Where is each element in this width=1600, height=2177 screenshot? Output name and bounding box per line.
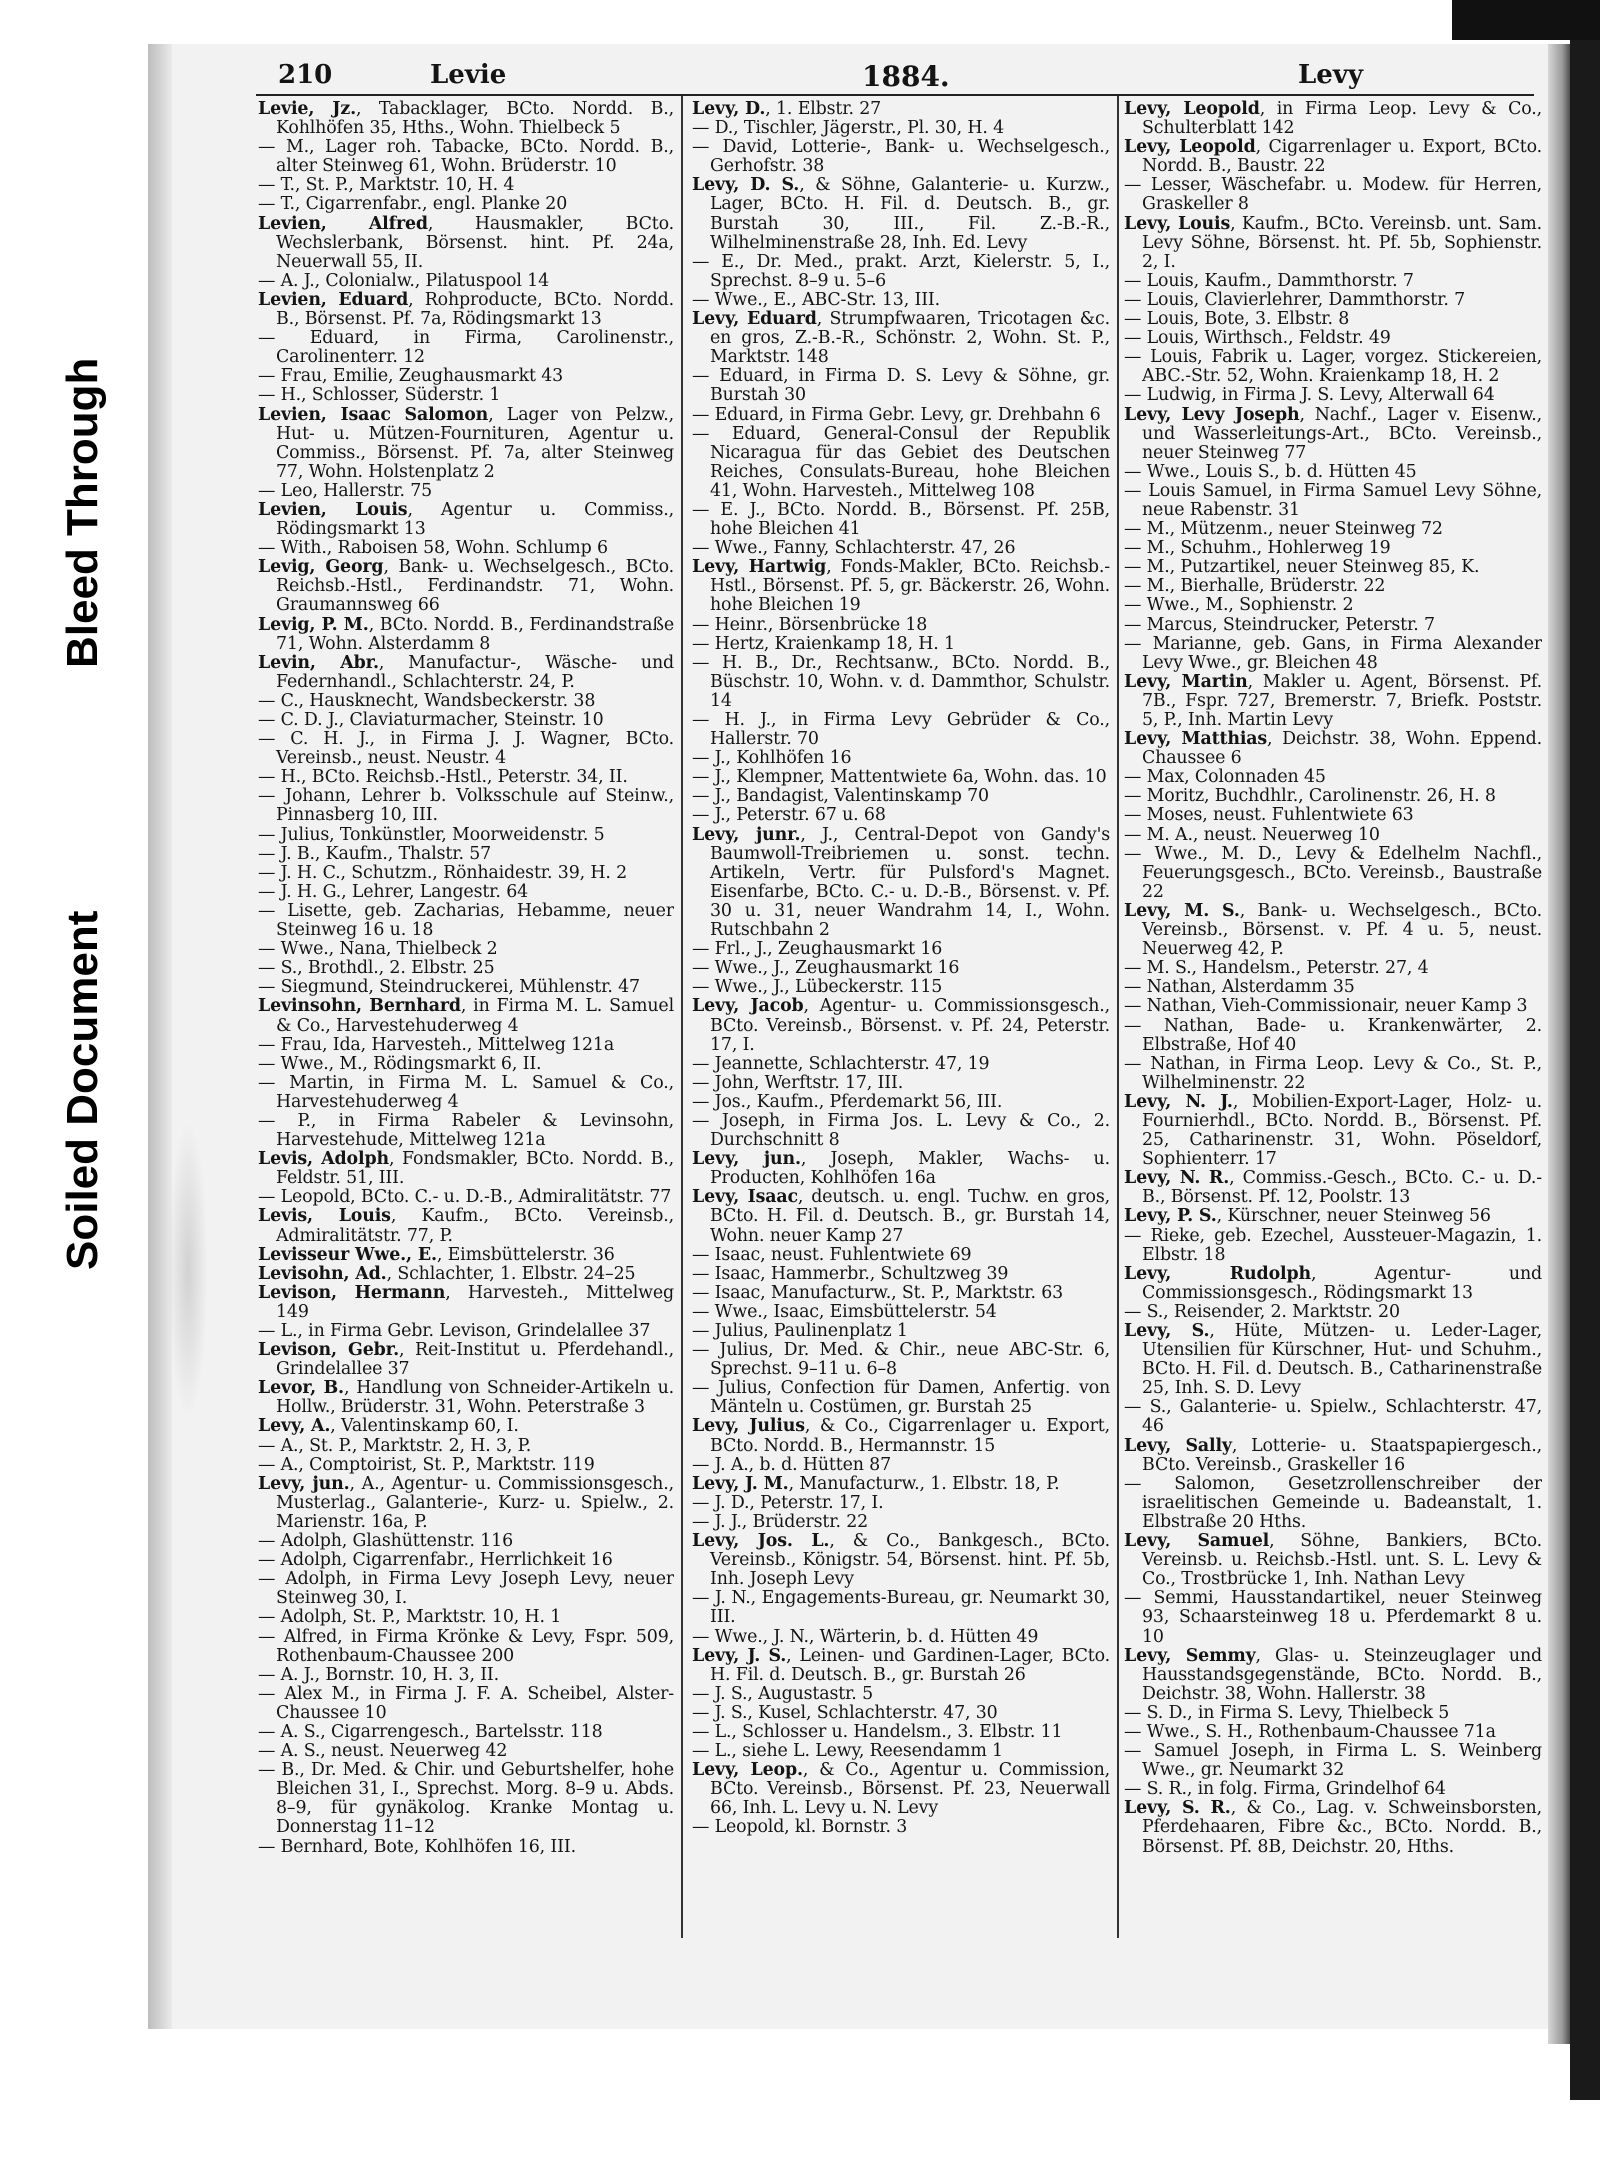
- header-rule: [256, 94, 1534, 96]
- directory-entry: — Nathan, Alsterdamm 35: [1124, 977, 1355, 998]
- directory-entry: Levy, J. S., Leinen- und Gardinen-Lager, BCto. H. Fil. d. Deutsch. B., gr. Burstah 26: [692, 1645, 1110, 1685]
- directory-entry: — Rieke, geb. Ezechel, Aussteuer-Magazin, 1. Elbstr. 18: [1124, 1225, 1542, 1265]
- directory-entry: — E. J., BCto. Nordd. B., Börsenst. Pf. 25B, hohe Bleichen 41: [692, 499, 1110, 540]
- directory-entry: — Adolph, Cigarrenfabr., Herrlichkeit 16: [258, 1550, 613, 1571]
- directory-entry: — Jos., Kaufm., Pferdemarkt 56, III.: [692, 1091, 1003, 1112]
- directory-entry: — Julius, Paulinenplatz 1: [692, 1321, 908, 1341]
- directory-entry: Levy, Sally, Lotterie- u. Staatspapiergesch., BCto. Vereinsb., Graskeller 16: [1124, 1435, 1542, 1475]
- directory-entry: — J. A., b. d. Hütten 87: [692, 1454, 892, 1475]
- directory-entry: — J. D., Peterstr. 17, I.: [692, 1492, 884, 1513]
- directory-entry: Levig, Georg, Bank- u. Wechselgesch., BCto. Reichsb.-Hstl., Ferdinandstr. 71, Wohn. Graumannsweg 66: [258, 557, 674, 616]
- directory-entry: — Isaac, Hammerbr., Schultzweg 39: [692, 1263, 1009, 1284]
- directory-entry: — Eduard, in Firma Gebr. Levy, gr. Drehbahn 6: [692, 404, 1101, 425]
- directory-entry: — Frl., J., Zeughausmarkt 16: [692, 939, 943, 960]
- directory-entry: — J., Klempner, Mattentwiete 6a, Wohn. das. 10: [692, 767, 1107, 788]
- directory-entry: — H., Schlosser, Süderstr. 1: [258, 385, 501, 406]
- directory-entry: Levy, Jos. L., & Co., Bankgesch., BCto. Vereinsb., Königstr. 54, Börsenst. hint. Pf. 5b, Inh. Joseph Levy: [692, 1531, 1110, 1590]
- directory-column-1: [258, 100, 674, 1940]
- page-stain: [168, 1120, 208, 1420]
- directory-entry: — S. R., in folg. Firma, Grindelhof 64: [1124, 1779, 1446, 1800]
- directory-entry: Levy, Leop., & Co., Agentur u. Commission, BCto. Vereinsb., Börsenst. Pf. 23, Neuerwall 66, Inh. L. Levy u. N. Levy: [692, 1760, 1110, 1819]
- directory-entry: — J. S., Augustastr. 5: [692, 1683, 873, 1704]
- directory-entry: — Adolph, Glashüttenstr. 116: [258, 1531, 514, 1552]
- directory-entry: — Hertz, Kraienkamp 18, H. 1: [692, 633, 955, 654]
- directory-entry: — B., Dr. Med. & Chir. und Geburtshelfer, hohe Bleichen 31, I., Sprechst. Morg. 8–9 u. Abds. 8–9, für gynäkolog. Kranke Montag u. Donnerstag 11–12: [258, 1760, 674, 1838]
- directory-entry: — Wwe., Louis S., b. d. Hütten 45: [1124, 461, 1417, 482]
- directory-entry: — S., Brothdl., 2. Elbstr. 25: [258, 958, 495, 979]
- directory-entry: — J., Bandagist, Valentinskamp 70: [692, 786, 989, 807]
- directory-entry: Levy, N. R., Commiss.-Gesch., BCto. C.- u. D.-B., Börsenst. Pf. 12, Poolstr. 13: [1124, 1168, 1542, 1208]
- directory-entry: — Eduard, in Firma D. S. Levy & Söhne, gr. Burstah 30: [692, 366, 1110, 406]
- directory-entry: — A., St. P., Marktstr. 2, H. 3, P.: [258, 1435, 532, 1456]
- directory-entry: — J. H. G., Lehrer, Langestr. 64: [258, 881, 529, 902]
- directory-entry: Levy, Leopold, Cigarrenlager u. Export, BCto. Nordd. B., Baustr. 22: [1124, 137, 1542, 177]
- directory-entry: Levy, Eduard, Strumpfwaaren, Tricotagen &c. en gros, Z.-B.-R., Schönstr. 2, Wohn. St. P., Marktstr. 148: [692, 309, 1110, 368]
- directory-entry: Levy, Rudolph, Agentur- und Commissionsgesch., Rödingsmarkt 13: [1124, 1263, 1542, 1303]
- directory-entry: — Wwe., S. H., Rothenbaum-Chaussee 71a: [1124, 1721, 1496, 1742]
- directory-column-3: [1124, 100, 1542, 1940]
- directory-entry: Levy, Semmy, Glas- u. Steinzeuglager und Hausstandsgegenstände, BCto. Nordd. B., Deichstr. 38, Wohn. Hallerstr. 38: [1124, 1645, 1542, 1704]
- directory-entry: — Johann, Lehrer b. Volksschule auf Steinw., Pinnasberg 10, III.: [258, 786, 674, 826]
- directory-column-2: [692, 100, 1110, 1940]
- directory-entry: — Wwe., E., ABC-Str. 13, III.: [692, 289, 941, 310]
- directory-entry: — L., Schlosser u. Handelsm., 3. Elbstr. 11: [692, 1721, 1063, 1742]
- page-number: 210: [278, 60, 333, 90]
- directory-entry: — Adolph, in Firma Levy Joseph Levy, neuer Steinweg 30, I.: [258, 1569, 674, 1609]
- directory-entry: — Bernhard, Bote, Kohlhöfen 16, III.: [258, 1836, 576, 1857]
- directory-entry: — Wwe., Isaac, Eimsbüttelerstr. 54: [692, 1301, 997, 1322]
- directory-entry: Levien, Alfred, Hausmakler, BCto. Wechslerbank, Börsenst. hint. Pf. 24a, Neuerwall 55, II.: [258, 213, 674, 272]
- directory-entry: — Lesser, Wäschefabr. u. Modew. für Herren, Graskeller 8: [1124, 175, 1542, 215]
- directory-entry: Levy, junr., J., Central-Depot von Gandy's Baumwoll-Treibriemen u. sonst. techn. Artikeln, Vertr. für Pulsford's Magnet. Eisenfarbe, BCto. C.- u. D.-B., Börsenst. v. Pf. 30 u. 31, neuer Wandrahm 14, I., Wohn. Rutschbahn 2: [692, 824, 1110, 941]
- directory-entry: — Samuel Joseph, in Firma L. S. Weinberg Wwe., gr. Neumarkt 32: [1124, 1741, 1542, 1781]
- directory-entry: — J. J., Brüderstr. 22: [692, 1511, 869, 1532]
- directory-entry: — Isaac, Manufacturw., St. P., Marktstr. 63: [692, 1282, 1064, 1303]
- directory-entry: — A., Comptoirist, St. P., Marktstr. 119: [258, 1454, 595, 1475]
- directory-entry: Levy, S. R., & Co., Lag. v. Schweinsborsten, Pferdehaaren, Fibre &c., BCto. Nordd. B., Börsenst. Pf. 8B, Deichstr. 20, Hths.: [1124, 1798, 1542, 1857]
- directory-entry: Levy, S., Hüte, Mützen- u. Leder-Lager, Utensilien für Kürschner, Hut- und Schuhm., BCto. H. Fil. d. Deutsch. B., Catharinenstraße 25, Inh. S. D. Levy: [1124, 1321, 1542, 1399]
- directory-entry: — Louis, Bote, 3. Elbstr. 8: [1124, 309, 1350, 330]
- directory-entry: — Alfred, in Firma Krönke & Levy, Fspr. 509, Rothenbaum-Chaussee 200: [258, 1626, 674, 1666]
- directory-entry: Levien, Eduard, Rohproducte, BCto. Nordd. B., Börsenst. Pf. 7a, Rödingsmarkt 13: [258, 289, 674, 330]
- directory-entry: — Leopold, kl. Bornstr. 3: [692, 1817, 908, 1838]
- directory-entry: Levig, P. M., BCto. Nordd. B., Ferdinandstraße 71, Wohn. Alsterdamm 8: [258, 614, 674, 654]
- directory-entry: — Wwe., J., Lübeckerstr. 115: [692, 977, 943, 998]
- directory-entry: Levie, Jz., Tabacklager, BCto. Nordd. B., Kohlhöfen 35, Hths., Wohn. Thielbeck 5: [258, 100, 674, 139]
- directory-entry: — Isaac, neust. Fuhlentwiete 69: [692, 1244, 972, 1265]
- scan-dark-strip: [1570, 40, 1600, 2100]
- directory-entry: — P., in Firma Rabeler & Levinsohn, Harvestehude, Mittelweg 121a: [258, 1110, 674, 1151]
- directory-entry: — Frau, Emilie, Zeughausmarkt 43: [258, 366, 564, 387]
- running-head-right: Levy: [1298, 60, 1364, 90]
- directory-entry: — Adolph, St. P., Marktstr. 10, H. 1: [258, 1607, 562, 1628]
- directory-entry: — S., Galanterie- u. Spielw., Schlachterstr. 47, 46: [1124, 1397, 1542, 1437]
- directory-entry: — Wwe., Fanny, Schlachterstr. 47, 26: [692, 538, 1016, 559]
- directory-entry: Levy, D. S., & Söhne, Galanterie- u. Kurzw., Lager, BCto. H. Fil. d. Deutsch. B., gr. Burstah 30, III., Fil. Z.-B.-R., Wilhelminenstraße 28, Inh. Ed. Levy: [692, 175, 1110, 253]
- directory-entry: Levisohn, Ad., Schlachter, 1. Elbstr. 24–25: [258, 1263, 636, 1284]
- directory-entry: — C. H. J., in Firma J. J. Wagner, BCto. Vereinsb., neust. Neustr. 4: [258, 729, 674, 769]
- directory-entry: Levison, Gebr., Reit-Institut u. Pferdehandl., Grindelallee 37: [258, 1340, 674, 1380]
- directory-entry: Levy, Louis, Kaufm., BCto. Vereinsb. unt. Sam. Levy Söhne, Börsenst. ht. Pf. 5b, Sophienstr. 2, I.: [1124, 213, 1542, 272]
- directory-entry: — Wwe., Nana, Thielbeck 2: [258, 939, 498, 960]
- directory-entry: — With., Raboisen 58, Wohn. Schlump 6: [258, 538, 608, 559]
- directory-entry: — J. B., Kaufm., Thalstr. 57: [258, 843, 492, 864]
- directory-entry: — M. S., Handelsm., Peterstr. 27, 4: [1124, 958, 1429, 979]
- directory-entry: — Joseph, in Firma Jos. L. Levy & Co., 2. Durchschnitt 8: [692, 1110, 1110, 1151]
- directory-entry: Levis, Adolph, Fondsmakler, BCto. Nordd. B., Feldstr. 51, III.: [258, 1149, 674, 1189]
- directory-entry: Levy, Martin, Makler u. Agent, Börsenst. Pf. 7B., Fspr. 727, Bremerstr. 7, Briefk. Poststr. 5, P., Inh. Martin Levy: [1124, 671, 1542, 730]
- directory-entry: — Wwe., J., Zeughausmarkt 16: [692, 958, 960, 979]
- directory-entry: — L., in Firma Gebr. Levison, Grindelallee 37: [258, 1321, 651, 1341]
- directory-entry: — M., Bierhalle, Brüderstr. 22: [1124, 576, 1386, 597]
- directory-entry: — Ludwig, in Firma J. S. Levy, Alterwall 64: [1124, 385, 1495, 406]
- directory-entry: — D., Tischler, Jägerstr., Pl. 30, H. 4: [692, 118, 1005, 139]
- directory-entry: — J. S., Kusel, Schlachterstr. 47, 30: [692, 1702, 998, 1723]
- directory-entry: Levien, Isaac Salomon, Lager von Pelzw., Hut- u. Mützen-Fournituren, Agentur u. Commiss., Börsenst. Pf. 7a, alter Steinweg 77, Wohn. Holstenplatz 2: [258, 404, 674, 482]
- directory-entry: — Louis, Kaufm., Dammthorstr. 7: [1124, 270, 1414, 291]
- directory-entry: — J., Kohlhöfen 16: [692, 748, 852, 769]
- running-head-left: Levie: [430, 60, 507, 90]
- directory-entry: Levison, Hermann, Harvesteh., Mittelweg 149: [258, 1282, 674, 1322]
- directory-entry: — Louis, Wirthsch., Feldstr. 49: [1124, 328, 1391, 349]
- directory-entry: — Louis, Clavierlehrer, Dammthorstr. 7: [1124, 289, 1466, 310]
- directory-entry: Levis, Louis, Kaufm., BCto. Vereinsb., Admiralitätstr. 77, P.: [258, 1206, 674, 1246]
- directory-entry: — M., Mützenm., neuer Steinweg 72: [1124, 519, 1443, 540]
- directory-entry: — L., siehe L. Lewy, Reesendamm 1: [692, 1741, 1003, 1762]
- directory-entry: — Max, Colonnaden 45: [1124, 767, 1326, 788]
- directory-entry: Levy, Leopold, in Firma Leop. Levy & Co., Schulterblatt 142: [1124, 100, 1542, 139]
- directory-entry: — H., BCto. Reichsb.-Hstl., Peterstr. 34, II.: [258, 767, 628, 788]
- directory-entry: Levy, J. M., Manufacturw., 1. Elbstr. 18, P.: [692, 1473, 1060, 1494]
- directory-entry: — Julius, Tonkünstler, Moorweidenstr. 5: [258, 824, 605, 845]
- bleed-through-label: Bleed Through: [58, 357, 107, 668]
- directory-entry: — Heinr., Börsenbrücke 18: [692, 614, 928, 635]
- directory-entry: — Eduard, General-Consul der Republik Nicaragua für das Gebiet des Deutschen Reiches, Consulats-Bureau, hohe Bleichen 41, Wohn. Harvesteh., Mittelweg 108: [692, 423, 1110, 501]
- directory-entry: — Lisette, geb. Zacharias, Hebamme, neuer Steinweg 16 u. 18: [258, 900, 674, 941]
- directory-entry: — Nathan, Vieh-Commissionair, neuer Kamp 3: [1124, 996, 1528, 1017]
- directory-entry: — S. D., in Firma S. Levy, Thielbeck 5: [1124, 1702, 1450, 1723]
- directory-entry: Levy, Levy Joseph, Nachf., Lager v. Eisenw., und Wasserleitungs-Art., BCto. Vereinsb., neuer Steinweg 77: [1124, 404, 1542, 463]
- column-divider: [1117, 96, 1119, 1938]
- directory-entry: — C., Hausknecht, Wandsbeckerstr. 38: [258, 690, 596, 711]
- directory-entry: — M., Lager roh. Tabacke, BCto. Nordd. B., alter Steinweg 61, Wohn. Brüderstr. 10: [258, 137, 674, 177]
- directory-entry: Levy, Samuel, Söhne, Bankiers, BCto. Vereinsb. u. Reichsb.-Hstl. unt. S. L. Levy & Co., Trostbrücke 1, Inh. Nathan Levy: [1124, 1531, 1542, 1590]
- directory-entry: — Marianne, geb. Gans, in Firma Alexander Levy Wwe., gr. Bleichen 48: [1124, 633, 1542, 673]
- directory-entry: — A. J., Colonialw., Pilatuspool 14: [258, 270, 549, 291]
- directory-entry: — Leopold, BCto. C.- u. D.-B., Admiralitätstr. 77: [258, 1187, 672, 1208]
- directory-entry: Levin, Abr., Manufactur-, Wäsche- und Federnhandl., Schlachterstr. 24, P.: [258, 652, 674, 692]
- running-head-year: 1884.: [862, 60, 950, 93]
- directory-entry: — A. J., Bornstr. 10, H. 3, II.: [258, 1664, 500, 1685]
- directory-entry: Levy, Jacob, Agentur- u. Commissionsgesch., BCto. Vereinsb., Börsenst. v. Pf. 24, Peterstr. 17, I.: [692, 996, 1110, 1055]
- directory-entry: Levy, Matthias, Deichstr. 38, Wohn. Eppend. Chaussee 6: [1124, 729, 1542, 769]
- directory-entry: Levisseur Wwe., E., Eimsbüttelerstr. 36: [258, 1244, 615, 1265]
- directory-entry: — M. A., neust. Neuerweg 10: [1124, 824, 1380, 845]
- directory-entry: — David, Lotterie-, Bank- u. Wechselgesch., Gerhofstr. 38: [692, 137, 1110, 177]
- directory-entry: — Louis Samuel, in Firma Samuel Levy Söhne, neue Rabenstr. 31: [1124, 480, 1542, 520]
- directory-entry: Levor, B., Handlung von Schneider-Artikeln u. Hollw., Brüderstr. 31, Wohn. Peterstraße 3: [258, 1378, 674, 1418]
- directory-entry: — S., Reisender, 2. Marktstr. 20: [1124, 1301, 1400, 1322]
- directory-entry: — A. S., neust. Neuerweg 42: [258, 1741, 508, 1762]
- directory-entry: — J. H. C., Schutzm., Rönhaidestr. 39, H. 2: [258, 862, 628, 883]
- soiled-document-label: Soiled Document: [58, 910, 107, 1270]
- directory-entry: Levy, P. S., Kürschner, neuer Steinweg 56: [1124, 1206, 1491, 1227]
- directory-entry: Levien, Louis, Agentur u. Commiss., Rödingsmarkt 13: [258, 499, 674, 540]
- directory-entry: — M., Putzartikel, neuer Steinweg 85, K.: [1124, 557, 1480, 578]
- page-gutter-shadow: [148, 44, 172, 2029]
- page-right-edge: [1548, 44, 1572, 2044]
- directory-entry: — Wwe., M. D., Levy & Edelhelm Nachfl., Feuerungsgesch., BCto. Vereinsb., Baustraße 22: [1124, 843, 1542, 902]
- directory-entry: Levy, jun., A., Agentur- u. Commissionsgesch., Musterlag., Galanterie-, Kurz- u. Spielw., 2. Marienstr. 16a, P.: [258, 1473, 674, 1532]
- directory-entry: Levy, Hartwig, Fonds-Makler, BCto. Reichsb.-Hstl., Börsenst. Pf. 5, gr. Bäckerstr. 26, Wohn. hohe Bleichen 19: [692, 557, 1110, 616]
- directory-entry: — Nathan, in Firma Leop. Levy & Co., St. P., Wilhelminenstr. 22: [1124, 1053, 1542, 1093]
- directory-entry: — Salomon, Gesetzrollenschreiber der israelitischen Gemeinde u. Badeanstalt, 1. Elbstraße 20 Hths.: [1124, 1473, 1542, 1532]
- directory-entry: Levy, M. S., Bank- u. Wechselgesch., BCto. Vereinsb., Börsenst. v. Pf. 4 u. 5, neust. Neuerweg 42, P.: [1124, 900, 1542, 960]
- column-divider: [681, 96, 683, 1938]
- directory-entry: — J. N., Engagements-Bureau, gr. Neumarkt 30, III.: [692, 1588, 1110, 1628]
- scan-dark-corner: [1452, 0, 1600, 40]
- directory-entry: Levy, D., 1. Elbstr. 27: [692, 100, 882, 119]
- directory-entry: Levy, Julius, & Co., Cigarrenlager u. Export, BCto. Nordd. B., Hermannstr. 15: [692, 1416, 1110, 1456]
- directory-entry: — Alex M., in Firma J. F. A. Scheibel, Alster-Chaussee 10: [258, 1683, 674, 1723]
- directory-entry: — A. S., Cigarrengesch., Bartelsstr. 118: [258, 1721, 603, 1742]
- directory-entry: — Wwe., J. N., Wärterin, b. d. Hütten 49: [692, 1626, 1039, 1647]
- directory-entry: — Nathan, Bade- u. Krankenwärter, 2. Elbstraße, Hof 40: [1124, 1015, 1542, 1055]
- directory-entry: — Julius, Confection für Damen, Anfertig. von Mänteln u. Costümen, gr. Burstah 25: [692, 1378, 1110, 1418]
- directory-entry: — E., Dr. Med., prakt. Arzt, Kielerstr. 5, I., Sprechst. 8–9 u. 5–6: [692, 251, 1110, 291]
- directory-entry: — Wwe., M., Sophienstr. 2: [1124, 595, 1354, 616]
- directory-entry: — Frau, Ida, Harvesteh., Mittelweg 121a: [258, 1034, 615, 1055]
- directory-entry: — Marcus, Steindrucker, Peterstr. 7: [1124, 614, 1435, 635]
- directory-entry: — Siegmund, Steindruckerei, Mühlenstr. 47: [258, 977, 640, 998]
- directory-entry: — Eduard, in Firma, Carolinenstr., Carolinenterr. 12: [258, 328, 674, 368]
- directory-entry: — Leo, Hallerstr. 75: [258, 480, 433, 501]
- directory-entry: — T., St. P., Marktstr. 10, H. 4: [258, 175, 515, 196]
- directory-entry: Levy, Isaac, deutsch. u. engl. Tuchw. en gros, BCto. H. Fil. d. Deutsch. B., gr. Burstah 14, Wohn. neuer Kamp 27: [692, 1187, 1110, 1246]
- directory-entry: — Martin, in Firma M. L. Samuel & Co., Harvestehuderweg 4: [258, 1072, 674, 1112]
- directory-entry: — Louis, Fabrik u. Lager, vorgez. Stickereien, ABC.-Str. 52, Wohn. Kraienkamp 18, H. 2: [1124, 347, 1542, 387]
- directory-entry: — Moses, neust. Fuhlentwiete 63: [1124, 805, 1414, 826]
- directory-entry: — Julius, Dr. Med. & Chir., neue ABC-Str. 6, Sprechst. 9–11 u. 6–8: [692, 1340, 1110, 1380]
- directory-entry: Levy, jun., Joseph, Makler, Wachs- u. Producten, Kohlhöfen 16a: [692, 1149, 1110, 1189]
- directory-entry: — C. D. J., Claviaturmacher, Steinstr. 10: [258, 710, 604, 730]
- directory-entry: Levy, N. J., Mobilien-Export-Lager, Holz- u. Fournierhdl., BCto. Nordd. B., Börsenst. Pf. 25, Catharinenstr. 31, Wohn. Pöseldorf, Sophienterr. 17: [1124, 1091, 1542, 1170]
- directory-entry: — Moritz, Buchdhlr., Carolinenstr. 26, H. 8: [1124, 786, 1496, 807]
- directory-entry: — J., Peterstr. 67 u. 68: [692, 805, 886, 826]
- directory-entry: Levinsohn, Bernhard, in Firma M. L. Samuel & Co., Harvestehuderweg 4: [258, 996, 674, 1036]
- directory-entry: — M., Schuhm., Hohlerweg 19: [1124, 538, 1391, 559]
- directory-entry: — Jeannette, Schlachterstr. 47, 19: [692, 1053, 990, 1074]
- directory-entry: — Semmi, Hausstandartikel, neuer Steinweg 93, Schaarsteinweg 18 u. Pferdemarkt 8 u. 10: [1124, 1588, 1542, 1647]
- directory-entry: — John, Werftstr. 17, III.: [692, 1072, 904, 1093]
- directory-entry: — H. J., in Firma Levy Gebrüder & Co., Hallerstr. 70: [692, 710, 1110, 750]
- directory-entry: — H. B., Dr., Rechtsanw., BCto. Nordd. B., Büschstr. 10, Wohn. v. d. Dammthor, Schulstr. 14: [692, 652, 1110, 711]
- directory-entry: — Wwe., M., Rödingsmarkt 6, II.: [258, 1053, 542, 1074]
- directory-entry: — T., Cigarrenfabr., engl. Planke 20: [258, 194, 568, 215]
- directory-entry: Levy, A., Valentinskamp 60, I.: [258, 1416, 519, 1437]
